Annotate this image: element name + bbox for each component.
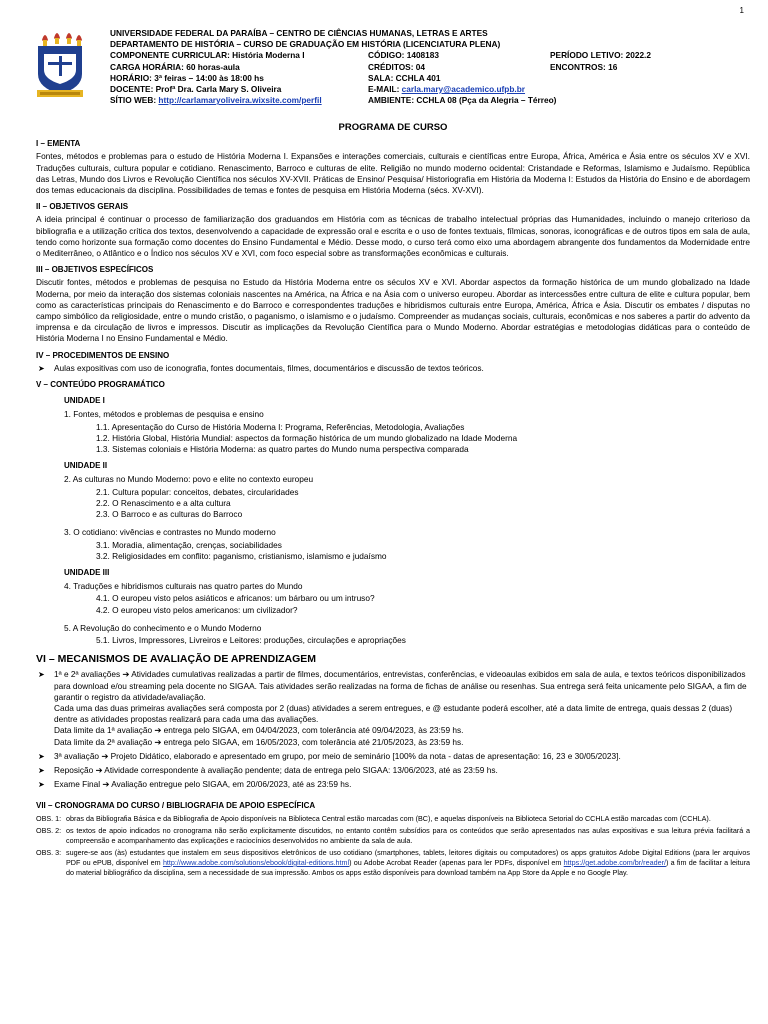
- section-heading-ementa: I – EMENTA: [36, 139, 81, 149]
- subtopic: 4.2. O europeu visto pelos americanos: um civilizador?: [96, 604, 298, 615]
- arrow-bullet-icon: ➤: [38, 751, 45, 761]
- objetivos-especificos-text: Discutir fontes, métodos e problemas de pesquisa no Estudo da História Moderna entre os séculos XV e XVI. Abordar aspectos da formação histórica de um mundo globalizado na Idade Moderna, por meio da interação dos sistemas coloniais nascentes na América, na África e na Ásia com o universo europeu. Abordar as intercessões entre cultura de elite e cultura popular, bem como as características principais do Renascimento e do Barroco e correspondentes traduções e hibridismos culturais entre Europa, América, África e Ásia. Discutir os embates / disputas no campo simbólico da religiosidade, entre o mundo cristão, o paganismo, o islamismo e o judaísmo. Compreender as mudanças sociais, culturais, econômicas e nos saberes a partir do advento da imprensa e da circulação de livros e impressos. Discutir as implicações da Revolução Científica para o Mundo Moderno. Abordar estratégias e metodologias didáticas para o conteúdo de História Moderna I no Ensino Fundamental e Médio.: [36, 277, 750, 344]
- objetivos-gerais-text: A ideia principal é continuar o processo de familiarização dos graduandos em História com as técnicas de trabalho intelectual próprias das Humanidades, incluindo o manejo criterioso da bibliografia e a utilização crítica dos textos, desenvolvendo a capacidade de expressão oral e escrita e o uso de fontes textuais, fílmicas, sonoras, iconográficas e de outros tipos em sala de aula, tendo como horizonte sua formação como docentes do Ensino Fundamental e Médio. Desse modo, o curso terá como eixo uma abordagem abrangente dos fundamentos da Modernidade entre o Mediterrâneo, o Atlântico e o Índico nos séculos XV e XVI, com foco especial sobre as transformações econômicas e culturais.: [36, 214, 750, 259]
- unit-label: UNIDADE III: [64, 567, 110, 577]
- ementa-text: Fontes, métodos e problemas para o estudo de História Moderna I. Expansões e interações comerciais, culturais e científicas entre Europa, África, América e Ásia entre os séculos XV e XVI. Traduções culturais, cultura popular e cotidiano. Renascimento, Barroco e culturas de elite. Religião no mundo moderno ocidental: Cristandade e Reformas, Islamismo e Judaísmo. República das Letras, Mundo dos Livros e Revolução Científica nos séculos XV-XVII. Práticas de Ensino/ Pesquisa/ Historiografia em História da Moderna I: Estudos da História do Ensino e de abordagem dos temas educacionais da disciplina. Possibilidades de temas e fontes de pesquisa em História Moderna (sécs. XV-XVI).: [36, 151, 750, 196]
- subtopic: 5.1. Livros, Impressores, Livreiros e Leitores: produções, circulações e apropriações: [96, 634, 406, 645]
- subtopic: 1.3. Sistemas coloniais e História Moderna: as quatro partes do Mundo numa perspectiva comparada: [96, 444, 469, 455]
- email-link[interactable]: carla.mary@academico.ufpb.br: [401, 84, 526, 95]
- subtopic: 1.2. História Global, História Mundial: aspectos da formação histórica de um mundo globalizado na Idade Moderna: [96, 432, 518, 443]
- arrow-bullet-icon: ➤: [38, 780, 45, 790]
- subtopic: 2.1. Cultura popular: conceitos, debates, circularidades: [96, 486, 299, 497]
- header-block: [110, 28, 750, 106]
- section-heading-procedimentos: IV – PROCEDIMENTOS DE ENSINO: [36, 350, 170, 360]
- room: SALA: CCHLA 401: [368, 72, 441, 83]
- note-3: OBS. 3: sugere-se aos (às) estudantes que instalem em seus dispositivos eletrônicos de uso cotidiano (smartphones, tablets, leitores digitais ou computadores) os apps gratuitos Adobe Digital Editions (para ler arquivos PDF ou ePUB, disponível em http://www.adobe.com/solutions/ebook/digital-editions.html) ou Adobe Acrobat Reader (apenas para ler PDFs, disponível em https://get.adobe.com/br/reader/) a fim de facilitar a leitura do material bibliográfico da disciplina, sem a necessidade de sua impressão. Ambos os apps estão disponíveis para download também na App Store da Apple e no Google Play.: [36, 848, 750, 877]
- unit-label: UNIDADE II: [64, 461, 108, 471]
- section-heading-objetivos-gerais: II – OBJETIVOS GERAIS: [36, 202, 129, 212]
- course-code: CÓDIGO: 1408183: [368, 50, 440, 61]
- unit-label: UNIDADE I: [64, 396, 105, 406]
- section-heading-avaliacao: VI – MECANISMOS DE AVALIAÇÃO DE APRENDIZAGEM: [36, 653, 317, 666]
- subtopic: 3.1. Moradia, alimentação, crenças, sociabilidades: [96, 539, 282, 550]
- header-line-1: UNIVERSIDADE FEDERAL DA PARAÍBA – CENTRO DE CIÊNCIAS HUMANAS, LETRAS E ARTES: [110, 28, 488, 38]
- note-2: OBS. 2: os textos de apoio indicados no cronograma não serão explicitamente discutidos, no entanto contêm subsídios para os conteúdos que serão apresentados nas aulas expositivas e sua leitura prévia facilitará a compreensão e acompanhamento das explicações e raciocínios desenvolvidos no ambiente da sala de aula.: [36, 826, 750, 845]
- university-crest-icon: [34, 26, 86, 102]
- website-label: SÍTIO WEB:: [110, 95, 159, 106]
- subtopic: 3.2. Religiosidades em conflito: paganismo, cristianismo, islamismo e judaísmo: [96, 550, 387, 561]
- workload: CARGA HORÁRIA: 60 horas-aula: [110, 61, 240, 72]
- subtopic: 4.1. O europeu visto pelos asiáticos e africanos: um bárbaro ou um intruso?: [96, 593, 375, 604]
- list-item: ➤ 1ª e 2ª avaliações ➔ Atividades cumulativas realizadas a partir de filmes, documentários, entrevistas, conferências, e videoaulas exibidos em sala de aula, e textos teóricos disponibilizados para download e/ou streaming pela docente no SIGAA. Tais atividades serão realizadas na forma de fichas de análise ou resenhas. Sua entrega será feita unicamente pelo SIGAA, a fim de garantir o registro da atividade/avaliação. Cada uma das duas primeiras avaliações será composta por 2 (duas) atividades a serem entregues, e @ estudante poderá escolher, até a data limite de entrega, quais dessas 2 (duas) dentre as atividades propostas realizará para cada uma das avaliações. Data limite da 1ª avaliação ➔ entrega pelo SIGAA, em 04/04/2023, com tolerância até 09/04/2023, às 23:59 hs. Data limite da 2ª avaliação ➔ entrega pelo SIGAA, em 16/05/2023, com tolerância até 21/05/2023, às 23:59 hs.: [38, 669, 747, 747]
- topic-title: 1. Fontes, métodos e problemas de pesquisa e ensino: [64, 409, 264, 420]
- topic-title: 2. As culturas no Mundo Moderno: povo e elite no contexto europeu: [64, 474, 314, 485]
- schedule: HORÁRIO: 3ª feiras – 14:00 às 18:00 hs: [110, 72, 264, 83]
- arrow-bullet-icon: ➤: [38, 363, 45, 373]
- adobe-reader-link[interactable]: https://get.adobe.com/br/reader/: [563, 857, 666, 867]
- list-item: ➤ Aulas expositivas com uso de iconografia, fontes documentais, filmes, documentários e discussão de textos teóricos.: [38, 362, 484, 373]
- section-heading-cronograma: VII – CRONOGRAMA DO CURSO / BIBLIOGRAFIA DE APOIO ESPECÍFICA: [36, 801, 316, 811]
- section-heading-conteudo: V – CONTEÚDO PROGRAMÁTICO: [36, 380, 165, 390]
- header-line-2: DEPARTAMENTO DE HISTÓRIA – CURSO DE GRADUAÇÃO EM HISTÓRIA (LICENCIATURA PLENA): [110, 39, 501, 50]
- arrow-bullet-icon: ➤: [38, 765, 45, 775]
- topic-title: 5. A Revolução do conhecimento e o Mundo Moderno: [64, 622, 262, 633]
- subtopic: 2.3. O Barroco e as culturas do Barroco: [96, 509, 243, 520]
- section-heading-objetivos-especificos: III – OBJETIVOS ESPECÍFICOS: [36, 265, 154, 275]
- page-title: PROGRAMA DE CURSO: [338, 122, 448, 133]
- note-1: OBS. 1: obras da Bibliografia Básica e da Bibliografia de Apoio disponíveis na Biblioteca Central estão marcadas com (BC), e aquelas disponíveis na Biblioteca Setorial do CCHLA estão marcadas com (CCHLA).: [36, 813, 711, 823]
- topic-title: 3. O cotidiano: vivências e contrastes no Mundo moderno: [64, 527, 276, 538]
- document-body: [36, 122, 750, 880]
- page-number: 1: [739, 6, 744, 15]
- subtopic: 1.1. Apresentação do Curso de História Moderna I: Programa, Referências, Metodologia, Avaliações: [96, 421, 465, 432]
- adobe-digital-editions-link[interactable]: http://www.adobe.com/solutions/ebook/digital-editions.html: [162, 857, 350, 867]
- list-item: ➤ Exame Final ➔ Avaliação entregue pelo SIGAA, em 20/06/2023, até as 23:59 hs.: [38, 779, 352, 790]
- email-label: E-MAIL:: [368, 84, 402, 95]
- subtopic: 2.2. O Renascimento e a alta cultura: [96, 497, 231, 508]
- teacher: DOCENTE: Profª Dra. Carla Mary S. Oliveira: [110, 84, 282, 95]
- unit-1: [36, 395, 750, 455]
- unit-2: [36, 460, 750, 562]
- environment: AMBIENTE: CCHLA 08 (Pça da Alegria – Térreo): [368, 95, 557, 106]
- course-component: COMPONENTE CURRICULAR: História Moderna I: [110, 50, 305, 61]
- credits: CRÉDITOS: 04: [368, 61, 426, 72]
- website-link[interactable]: http://carlamaryoliveira.wixsite.com/perfil: [158, 95, 322, 106]
- list-item: ➤ 3ª avaliação ➔ Projeto Didático, elaborado e apresentado em grupo, por meio de seminário [100% da nota - datas de apresentação: 16, 23 e 30/05/2023].: [38, 750, 621, 761]
- list-item: ➤ Reposição ➔ Atividade correspondente à avaliação pendente; data de entrega pelo SIGAA: 13/06/2023, até as 23:59 hs.: [38, 764, 498, 775]
- term: PERÍODO LETIVO: 2022.2: [550, 50, 651, 61]
- arrow-bullet-icon: ➤: [38, 670, 45, 680]
- unit-3: [36, 567, 750, 646]
- topic-title: 4. Traduções e hibridismos culturais nas quatro partes do Mundo: [64, 581, 303, 592]
- meetings: ENCONTROS: 16: [550, 61, 618, 72]
